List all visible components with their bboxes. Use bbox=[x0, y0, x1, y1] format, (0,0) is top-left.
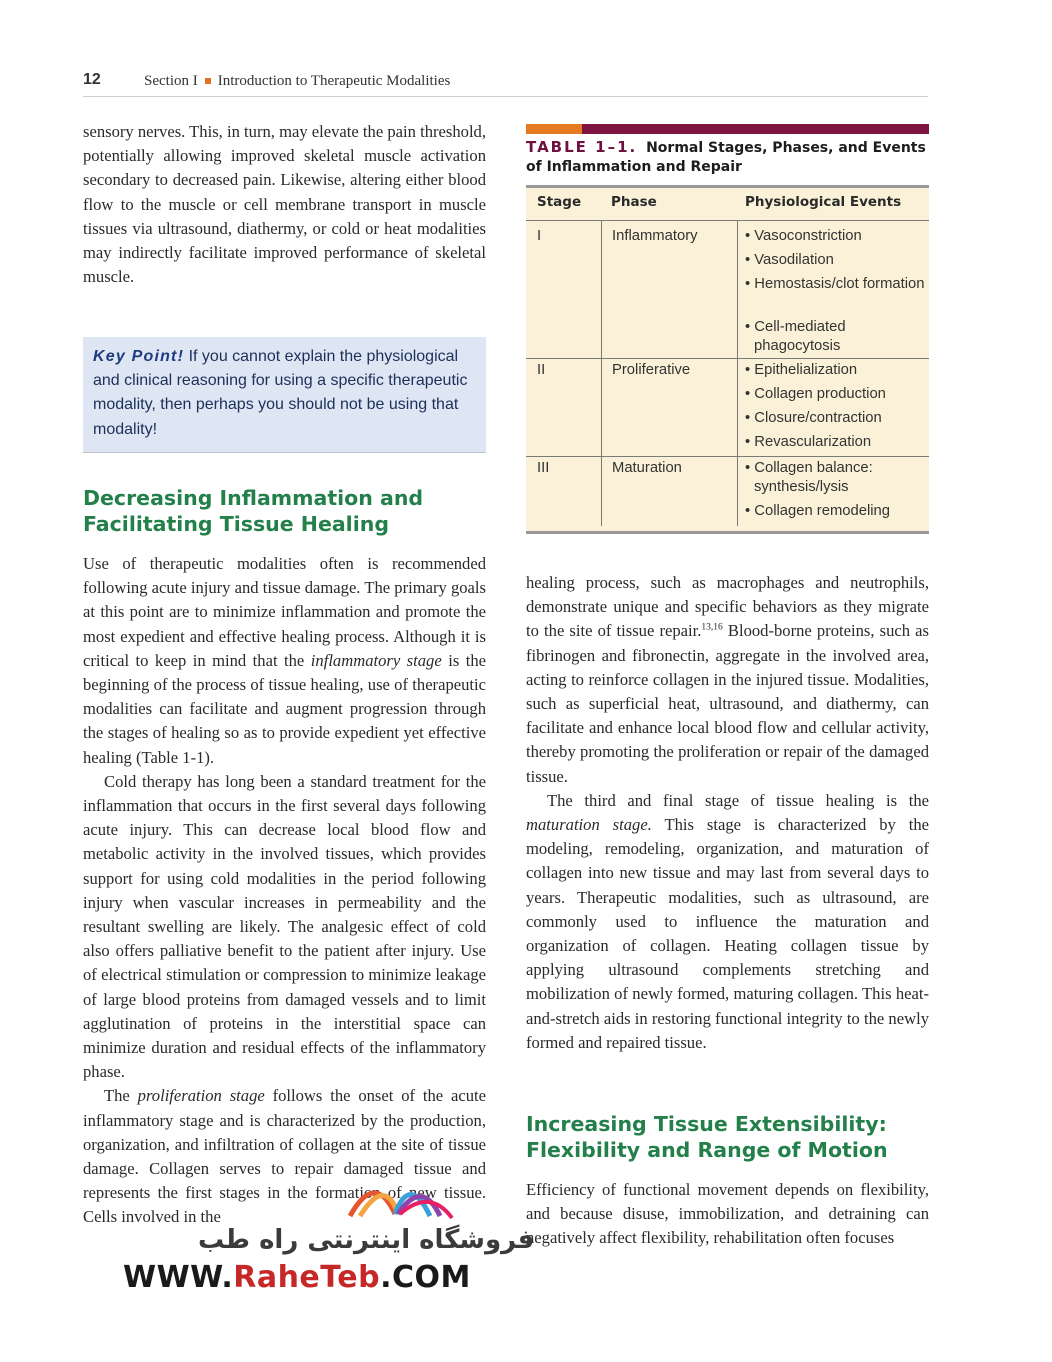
paragraph: Cold therapy has long been a standard treatment for the inflammation that occurs in the first several days following acute injury. This can decrease local blood flow and metabolic activity in the involved tissues, which provides support for using cold modalities in the period following injury when vascular increases in permeability and the resultant swelling are likely. The analgesic effect of cold also offers palliative benefit to the patient after injury. Use of electrical stimulation or compression to minimize leakage of large blood proteins from damaged vessels and to limit agglutination of proteins in the interstitial space can minimize duration and residual effects of the inflammatory phase. bbox=[83, 771, 486, 1082]
watermark-persian-text: فروشگاه اینترنتی راه طب bbox=[198, 1225, 535, 1255]
url-part: RaheTeb bbox=[233, 1260, 381, 1295]
emphasis: proliferation stage bbox=[137, 1086, 265, 1106]
chapter-title: Introduction to Therapeutic Modalities bbox=[217, 73, 451, 89]
paragraph bbox=[526, 789, 929, 1055]
emphasis: maturation stage. bbox=[526, 815, 652, 835]
table-cell-event: • Hemostasis/clot formation bbox=[745, 276, 925, 292]
table-cell-stage: I bbox=[537, 228, 542, 244]
text-run: The third and final stage of tissue healing is the bbox=[547, 790, 929, 810]
table-rule bbox=[526, 456, 929, 457]
table-rule bbox=[526, 220, 929, 221]
left-column-top bbox=[83, 120, 486, 289]
right-column-body bbox=[526, 571, 929, 1055]
table-cell-event: • Cell-mediated phagocytosis bbox=[745, 319, 846, 354]
text-run: healing process, such as macrophages and neutrophils, demonstrate unique and specific behaviors as they migrate to the site of tissue repair. bbox=[526, 573, 929, 641]
running-header bbox=[83, 70, 928, 97]
running-head bbox=[144, 73, 450, 90]
table-cell-stage: III bbox=[537, 460, 550, 476]
text-run: This stage is characterized by the modeling, remodeling, organization, and maturation of collagen into new tissue and may last from several days to years. Therapeutic modalities, such as ultrasound, are commonly used to influence the maturation and organization of collagen. Heating collagen tissue by applying ultrasound complements stretching and mobilization of newly formed, maturing collagen. This heat-and-stretch aids in restoring functional integrity to the newly formed and repaired tissue. bbox=[526, 815, 929, 1052]
text-run: is the beginning of the process of tissue healing, use of therapeutic modalities can facilitate and augment progression through the stages of healing so as to provide expedient yet effective healing (Table 1-1). bbox=[83, 650, 487, 767]
table-rule bbox=[526, 358, 929, 359]
table-header-phase: Phase bbox=[611, 194, 657, 210]
square-bullet-icon bbox=[205, 78, 211, 84]
watermark bbox=[120, 1160, 535, 1300]
key-point-text bbox=[93, 345, 473, 442]
text-run: Use of therapeutic modalities often is recommended following acute injury and tissue damage. The primary goals at this point are to minimize inflammation and promote the most expedient and effective healing process. Although it is critical to keep in mind that the bbox=[83, 554, 486, 670]
text-run: Blood-borne proteins, such as fibrinogen and fibronectin, aggregate in the involved area, acting to reinforce collagen in the injured tissue. Modalities, such as superficial heat, ultrasound, and diathermy, can facilitate and enhance local blood flow and cellular activity, thereby promoting the proliferation or repair of the damaged tissue. bbox=[526, 621, 929, 786]
text-run: The bbox=[104, 1086, 130, 1106]
table-body bbox=[526, 185, 929, 534]
table-title: Normal Stages, Phases, and Events of Inflammation and Repair bbox=[526, 140, 926, 175]
table-cell-event: • Collagen production bbox=[745, 386, 886, 402]
right-column-bottom bbox=[526, 1178, 929, 1251]
table-header-stage: Stage bbox=[537, 194, 582, 210]
section-heading: Decreasing Inflammation and Facilitating Tissue Healing bbox=[83, 486, 424, 536]
table-1-1 bbox=[526, 124, 929, 528]
text-run: follows the onset of the acute inflammatory stage and is characterized by the production, organization, and infiltration of collagen at the site of tissue damage. Collagen serves to repair damaged tissue and represents the first stages in the formation of new tissue. Cells involved in the bbox=[83, 1086, 486, 1227]
table-cell-event: • Vasodilation bbox=[745, 252, 834, 268]
table-cell-phase: Maturation bbox=[612, 460, 682, 476]
table-cell-event: • Collagen remodeling bbox=[745, 503, 891, 519]
paragraph bbox=[526, 571, 929, 789]
table-cell-stage: II bbox=[537, 362, 546, 378]
table-rule bbox=[601, 220, 602, 526]
section-heading: Increasing Tissue Extensibility: Flexibility and Range of Motion bbox=[526, 1112, 888, 1162]
url-part: WWW. bbox=[123, 1260, 234, 1295]
watermark-url bbox=[123, 1260, 471, 1295]
key-point-label: Key Point! bbox=[93, 348, 185, 365]
book-logo-icon bbox=[330, 1166, 460, 1226]
paragraph: Efficiency of functional movement depends on flexibility, and because disuse, immobilization, and detraining can negatively affect flexibility, rehabilitation often focuses bbox=[526, 1180, 929, 1248]
table-accent-bar bbox=[582, 124, 929, 134]
table-cell-event: • Vasoconstriction bbox=[745, 228, 862, 244]
table-cell-event: • Closure/contraction bbox=[745, 410, 882, 426]
table-number: TABLE 1–1. bbox=[526, 138, 638, 156]
paragraph bbox=[83, 552, 486, 770]
key-point-box bbox=[83, 337, 486, 453]
table-caption bbox=[526, 138, 929, 177]
paragraph: sensory nerves. This, in turn, may elevate the pain threshold, potentially allowing improved skeletal muscle activation secondary to decreased pain. Likewise, altering either blood flow to the muscle or cell membrane transport in muscle tissues via ultrasound, diathermy, or cold or heat modalities may indirectly facilitate improved performance of skeletal muscle. bbox=[83, 122, 486, 287]
table-rule bbox=[737, 220, 738, 526]
table-accent-bar bbox=[526, 124, 582, 134]
emphasis: inflammatory stage bbox=[310, 650, 442, 670]
url-part: .COM bbox=[380, 1260, 471, 1295]
key-point-body: If you cannot explain the physiological and clinical reasoning for using a specific therapeutic modality, then perhaps you should not be using that modality! bbox=[93, 348, 468, 438]
table-cell-phase: Inflammatory bbox=[612, 228, 698, 244]
table-cell-event: • Epithelialization bbox=[745, 362, 858, 378]
section-label: Section I bbox=[144, 73, 198, 89]
left-column-body bbox=[83, 552, 486, 1230]
page-number: 12 bbox=[83, 71, 101, 88]
table-cell-phase: Proliferative bbox=[612, 362, 691, 378]
table-header-events: Physiological Events bbox=[745, 194, 902, 210]
table-cell-event: • Revascularization bbox=[745, 434, 872, 450]
table-cell-event: • Collagen balance: synthesis/lysis bbox=[745, 460, 873, 495]
citation: 13,16 bbox=[701, 622, 723, 633]
